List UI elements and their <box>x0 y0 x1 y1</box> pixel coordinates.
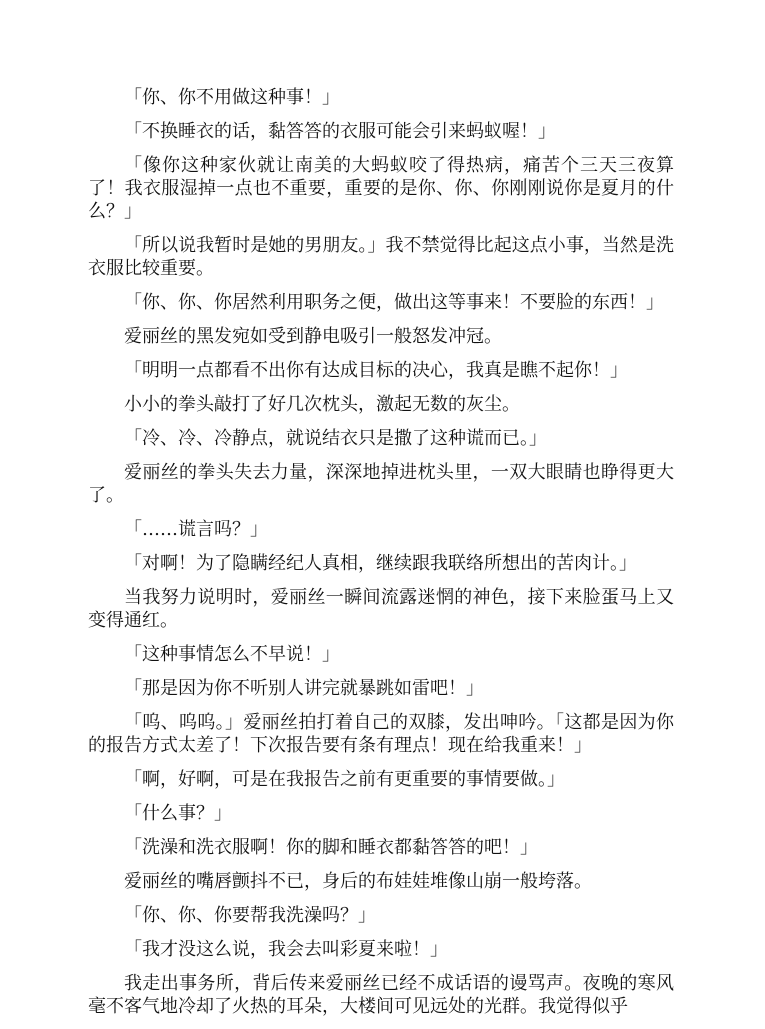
paragraph: 爱丽丝的拳头失去力量，深深地掉进枕头里，一双大眼睛也睁得更大了。 <box>88 462 674 506</box>
paragraph: 爱丽丝的黑发宛如受到静电吸引一般怒发冲冠。 <box>124 326 502 347</box>
paragraph: 「啊，好啊，可是在我报告之前有更重要的事情要做。」 <box>124 769 565 790</box>
paragraph: 「我才没这么说，我会去叫彩夏来啦！」 <box>124 939 448 960</box>
paragraph: 「这种事情怎么不早说！」 <box>124 644 340 665</box>
paragraph: 「对啊！为了隐瞒经纪人真相，继续跟我联络所想出的苦肉计。」 <box>124 553 637 574</box>
paragraph: 「你、你不用做这种事！」 <box>124 87 340 108</box>
paragraph: 「你、你、你居然利用职务之便，做出这等事来！不要脸的东西！」 <box>124 292 664 313</box>
paragraph: 「所以说我暂时是她的男朋友。」我不禁觉得比起这点小事，当然是洗衣服比较重要。 <box>88 235 674 279</box>
paragraph: 「不换睡衣的话，黏答答的衣服可能会引来蚂蚁喔！」 <box>124 121 556 142</box>
paragraph: 「明明一点都看不出你有达成目标的决心，我真是瞧不起你！」 <box>124 360 628 381</box>
paragraph: 「像你这种家伙就让南美的大蚂蚁咬了得热病，痛苦个三天三夜算了！我衣服湿掉一点也不重要，重要的是你、你、你刚刚说你是夏月的什么？」 <box>88 155 674 222</box>
paragraph: 「洗澡和洗衣服啊！你的脚和睡衣都黏答答的吧！」 <box>124 837 538 858</box>
paragraph: 「冷、冷、冷静点，就说结衣只是撒了这种谎而已。」 <box>124 428 547 449</box>
paragraph: 小小的拳头敲打了好几次枕头，激起无数的灰尘。 <box>124 394 520 415</box>
paragraph: 「……谎言吗？」 <box>124 519 268 540</box>
paragraph: 当我努力说明时，爱丽丝一瞬间流露迷惘的神色，接下来脸蛋马上又变得通红。 <box>88 587 674 631</box>
paragraph: 「呜、呜呜。」爱丽丝拍打着自己的双膝，发出呻吟。「这都是因为你的报告方式太差了！下次报告要有条有理点！现在给我重来！」 <box>88 712 674 756</box>
paragraph: 我走出事务所，背后传来爱丽丝已经不成话语的谩骂声。夜晚的寒风毫不客气地冷却了火热的耳朵，大楼间可见远处的光群。我觉得似乎 <box>88 973 674 1017</box>
paragraph: 「你、你、你要帮我洗澡吗？」 <box>124 905 376 926</box>
paragraph: 「那是因为你不听别人讲完就暴跳如雷吧！」 <box>124 678 484 699</box>
document-body <box>88 86 674 1029</box>
paragraph: 「什么事？」 <box>124 803 232 824</box>
paragraph: 爱丽丝的嘴唇颤抖不已，身后的布娃娃堆像山崩一般垮落。 <box>124 871 592 892</box>
